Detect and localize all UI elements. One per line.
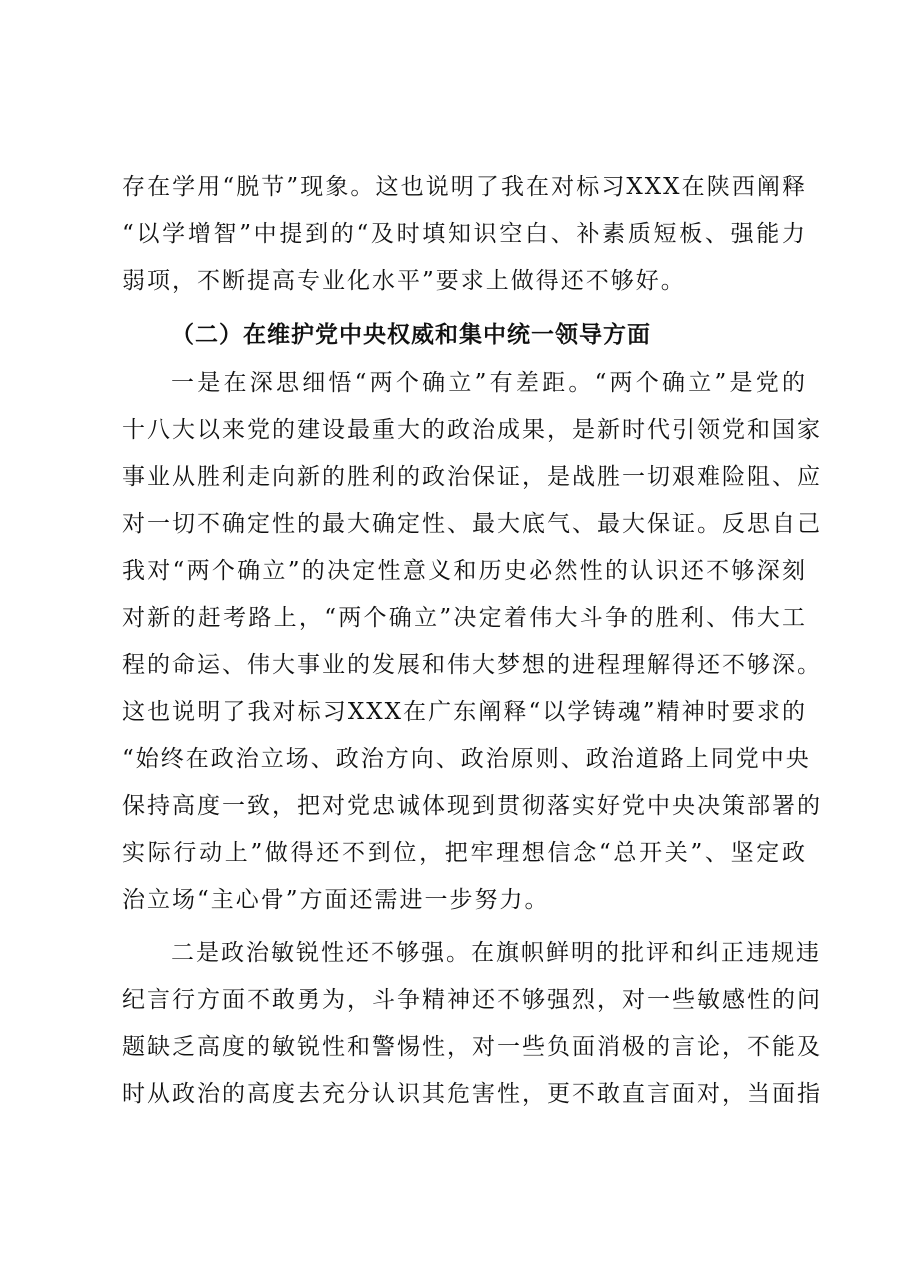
paragraph-line: 二是政治敏锐性还不够强。在旗帜鲜明的批评和纠正违规违: [171, 940, 821, 966]
paragraph-line: 纪言行方面不敢勇为，斗争精神还不够强烈，对一些敏感性的问: [122, 987, 822, 1013]
paragraph-line: 实际行动上”做得还不到位，把牢理想信念“总开关”、坚定政: [122, 840, 807, 866]
paragraph-line: 程的命运、伟大事业的发展和伟大梦想的进程理解得还不够深。: [122, 652, 822, 678]
paragraph-line: 对一切不确定性的最大确定性、最大底气、最大保证。反思自己: [122, 511, 822, 537]
paragraph-line: 时从政治的高度去充分认识其危害性，更不敢直言面对，当面指: [122, 1081, 822, 1107]
paragraph-line: 事业从胜利走向新的胜利的政治保证，是战胜一切艰难险阻、应: [122, 464, 822, 490]
paragraph-3: [122, 930, 822, 1118]
paragraph-line: 我对“两个确立”的决定性意义和历史必然性的认识还不够深刻: [122, 558, 807, 584]
paragraph-line: 一是在深思细悟“两个确立”有差距。“两个确立”是党的: [171, 370, 807, 396]
paragraph-line: 存在学用“脱节”现象。这也说明了我在对标习XXX在陕西阐释: [122, 174, 807, 200]
paragraph-line: 弱项，不断提高专业化水平”要求上做得还不够好。: [122, 268, 686, 294]
section-heading: （二）在维护党中央权威和集中统一领导方面: [171, 321, 651, 348]
paragraph-line: 这也说明了我对标习XXX在广东阐释“以学铸魂”精神时要求的: [122, 699, 807, 725]
paragraph-line: 对新的赶考路上，“两个确立”决定着伟大斗争的胜利、伟大工: [122, 605, 807, 631]
paragraph-2: [122, 360, 822, 924]
paragraph-line: “以学增智”中提到的“及时填知识空白、补素质短板、强能力: [122, 221, 807, 247]
paragraph-line: 治立场“主心骨”方面还需进一步努力。: [122, 887, 550, 913]
paragraph-line: 保持高度一致，把对党忠诚体现到贯彻落实好党中央决策部署的: [122, 793, 822, 819]
paragraph-line: 题缺乏高度的敏锐性和警惕性，对一些负面消极的言论，不能及: [122, 1034, 822, 1060]
paragraph-line: 十八大以来党的建设最重大的政治成果，是新时代引领党和国家: [122, 417, 822, 443]
paragraph-line: “始终在政治立场、政治方向、政治原则、政治道路上同党中央: [122, 746, 811, 772]
document-body: [122, 164, 822, 1118]
paragraph-1: [122, 164, 807, 305]
